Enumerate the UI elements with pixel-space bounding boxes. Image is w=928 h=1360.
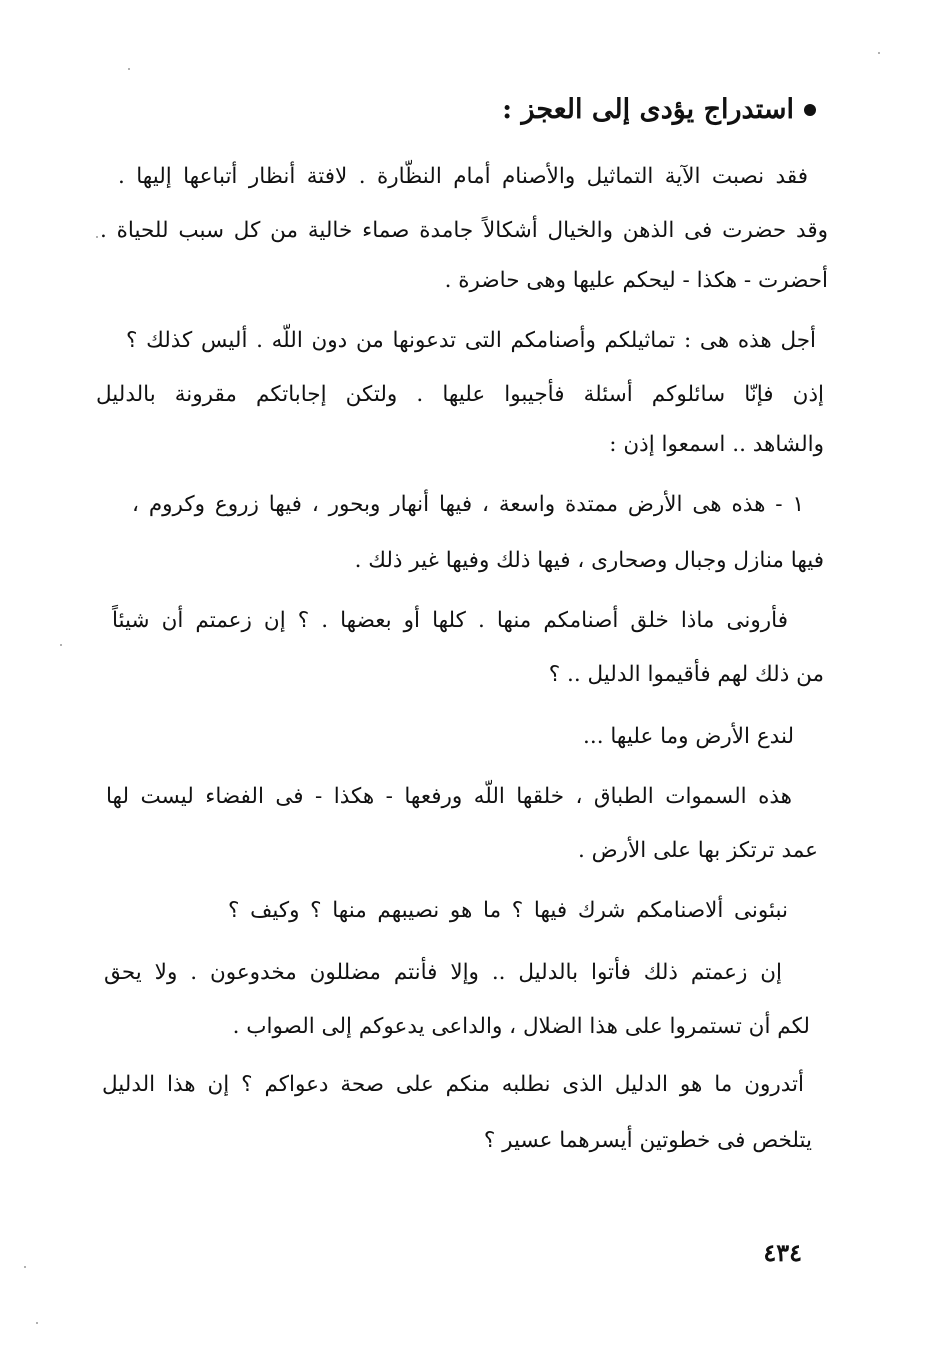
scan-speck — [60, 644, 62, 646]
paragraph-8-line-2: لكم أن تستمروا على هذا الضلال ، والداعى يدعوكم إلى الصواب . — [232, 1014, 810, 1039]
bullet-icon — [804, 104, 816, 116]
paragraph-2-line-3: والشاهد .. اسمعوا إذن : — [609, 432, 824, 457]
paragraph-2-line-1: أجل هذه هى : تماثيلكم وأصنامكم التى تدعونها من دون اللّه . أليس كذلك ؟ — [126, 328, 816, 353]
paragraph-1-line-2: وقد حضرت فى الذهن والخيال أشكالاً جامدة صماء خالية من كل سبب للحياة . — [100, 218, 828, 243]
paragraph-4-line-2: من ذلك لهم فأقيموا الدليل .. ؟ — [548, 662, 824, 687]
paragraph-9-line-1: أتدرون ما هو الدليل الذى نطلبه منكم على صحة دعواكم ؟ إن هذا الدليل — [102, 1072, 804, 1097]
paragraph-7-line-1: نبئونى ألاصنامكم شرك فيها ؟ ما هو نصيبهم منها ؟ وكيف ؟ — [228, 898, 788, 923]
paragraph-4-line-1: فأرونى ماذا خلق أصنامكم منها . كلها أو بعضها . ؟ إن زعمتم أن شيئاً — [112, 608, 788, 633]
scan-speck — [96, 236, 98, 238]
scan-speck — [878, 52, 880, 54]
paragraph-5-line-1: لندع الأرض وما عليها ... — [583, 724, 794, 749]
paragraph-9-line-2: يتلخص فى خطوتين أيسرهما عسير ؟ — [483, 1128, 812, 1153]
paragraph-6-line-1: هذه السموات الطباق ، خلقها اللّه ورفعها - هكذا - فى الفضاء ليست لها — [106, 784, 792, 809]
scan-speck — [24, 1266, 26, 1268]
page-number: ٤٣٤ — [763, 1238, 802, 1267]
paragraph-1-line-3: أحضرت - هكذا - ليحكم عليها وهى حاضرة . — [444, 268, 828, 293]
paragraph-6-line-2: عمد ترتكز بها على الأرض . — [577, 838, 818, 863]
scan-speck — [128, 68, 130, 70]
section-heading-text: استدراج يؤدى إلى العجز : — [502, 94, 794, 125]
paragraph-3-line-1: ١ - هذه هى الأرض ممتدة واسعة ، فيها أنهار وبحور ، فيها زروع وكروم ، — [132, 492, 804, 517]
section-heading — [502, 94, 816, 125]
paragraph-3-line-2: فيها منازل وجبال وصحارى ، فيها ذلك وفيها غير ذلك . — [354, 548, 824, 573]
paragraph-8-line-1: إن زعمتم ذلك فأتوا بالدليل .. وإلا فأنتم مضللون مخدوعون . ولا يحق — [104, 960, 782, 985]
scan-speck — [36, 1322, 38, 1324]
paragraph-2-line-2: إذن فإنّا سائلوكم أسئلة فأجيبوا عليها . ولتكن إجاباتكم مقرونة بالدليل — [96, 382, 824, 407]
paragraph-1-line-1: فقد نصبت الآية التماثيل والأصنام أمام النظّارة . لافتة أنظار أتباعها إليها . — [118, 164, 808, 189]
